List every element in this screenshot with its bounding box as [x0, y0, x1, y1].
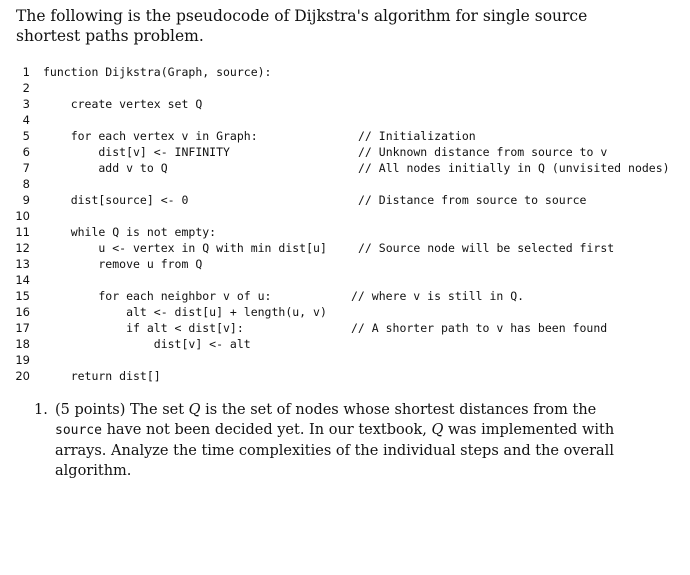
line-number: 14 — [15, 273, 30, 287]
line-number: 11 — [15, 225, 30, 239]
question-text-c: was implemented with arrays. Analyze the time complexities of the individual steps and the overall algorithm. — [55, 422, 615, 479]
code-line — [0, 112, 690, 128]
code-text: remove u from Q — [43, 257, 203, 271]
code-line — [0, 208, 690, 224]
line-number: 8 — [22, 177, 30, 191]
question-var-q2: Q — [431, 422, 444, 438]
line-number: 2 — [22, 81, 30, 95]
line-number: 5 — [22, 129, 30, 143]
code-comment: // A shorter path to v has been found — [351, 321, 608, 335]
code-text: if alt < dist[v]: — [43, 321, 244, 335]
question-source-word: source — [55, 423, 102, 438]
code-text: for each neighbor v of u: — [43, 289, 272, 303]
code-text: for each vertex v in Graph: — [43, 129, 258, 143]
question-text-b: have not been decided yet. In our textbook, — [101, 422, 432, 438]
line-number: 13 — [15, 257, 30, 271]
code-line — [0, 304, 690, 320]
code-text: dist[v] <- INFINITY — [43, 145, 230, 159]
question-points: (5 points) The set — [55, 402, 189, 418]
code-comment: // where v is still in Q. — [351, 289, 525, 303]
code-text: create vertex set Q — [43, 97, 203, 111]
code-line — [0, 128, 690, 144]
question-text-a: is the set of nodes whose shortest distances from the — [200, 402, 597, 418]
code-line — [0, 352, 690, 368]
line-number: 7 — [22, 161, 30, 175]
code-line — [0, 256, 690, 272]
line-number: 6 — [22, 145, 30, 159]
code-comment: // Initialization — [358, 129, 476, 143]
question-1 — [34, 400, 644, 481]
line-number: 20 — [15, 369, 30, 383]
line-number: 1 — [22, 65, 30, 79]
code-line — [0, 224, 690, 240]
line-number: 15 — [15, 289, 30, 303]
code-line — [0, 64, 690, 80]
question-text — [55, 400, 644, 481]
question-number: 1. — [34, 402, 48, 418]
code-text: dist[source] <- 0 — [43, 193, 189, 207]
code-text: alt <- dist[u] + length(u, v) — [43, 305, 327, 319]
intro-paragraph: The following is the pseudocode of Dijkstra's algorithm for single source shortest paths problem. — [16, 7, 588, 45]
code-line — [0, 160, 690, 176]
code-text: function Dijkstra(Graph, source): — [43, 65, 272, 79]
code-line — [0, 320, 690, 336]
pseudocode-block — [0, 64, 690, 384]
code-comment: // Source node will be selected first — [358, 241, 615, 255]
line-number: 12 — [15, 241, 30, 255]
line-number: 4 — [22, 113, 30, 127]
code-text: u <- vertex in Q with min dist[u] — [43, 241, 327, 255]
code-line — [0, 336, 690, 352]
question-var-q: Q — [188, 402, 201, 418]
code-line — [0, 144, 690, 160]
line-number: 16 — [15, 305, 30, 319]
line-number: 10 — [15, 209, 30, 223]
line-number: 3 — [22, 97, 30, 111]
line-number: 19 — [15, 353, 30, 367]
line-number: 9 — [22, 193, 30, 207]
code-comment: // Distance from source to source — [358, 193, 587, 207]
code-line — [0, 272, 690, 288]
code-text: return dist[] — [43, 369, 161, 383]
code-line — [0, 240, 690, 256]
code-line — [0, 288, 690, 304]
code-line — [0, 192, 690, 208]
line-number: 17 — [15, 321, 30, 335]
code-comment: // All nodes initially in Q (unvisited nodes) — [358, 161, 670, 175]
code-line — [0, 96, 690, 112]
code-line — [0, 368, 690, 384]
code-text: while Q is not empty: — [43, 225, 217, 239]
code-comment: // Unknown distance from source to v — [358, 145, 608, 159]
code-text: dist[v] <- alt — [43, 337, 251, 351]
code-line — [0, 80, 690, 96]
line-number: 18 — [15, 337, 30, 351]
code-line — [0, 176, 690, 192]
code-text: add v to Q — [43, 161, 168, 175]
